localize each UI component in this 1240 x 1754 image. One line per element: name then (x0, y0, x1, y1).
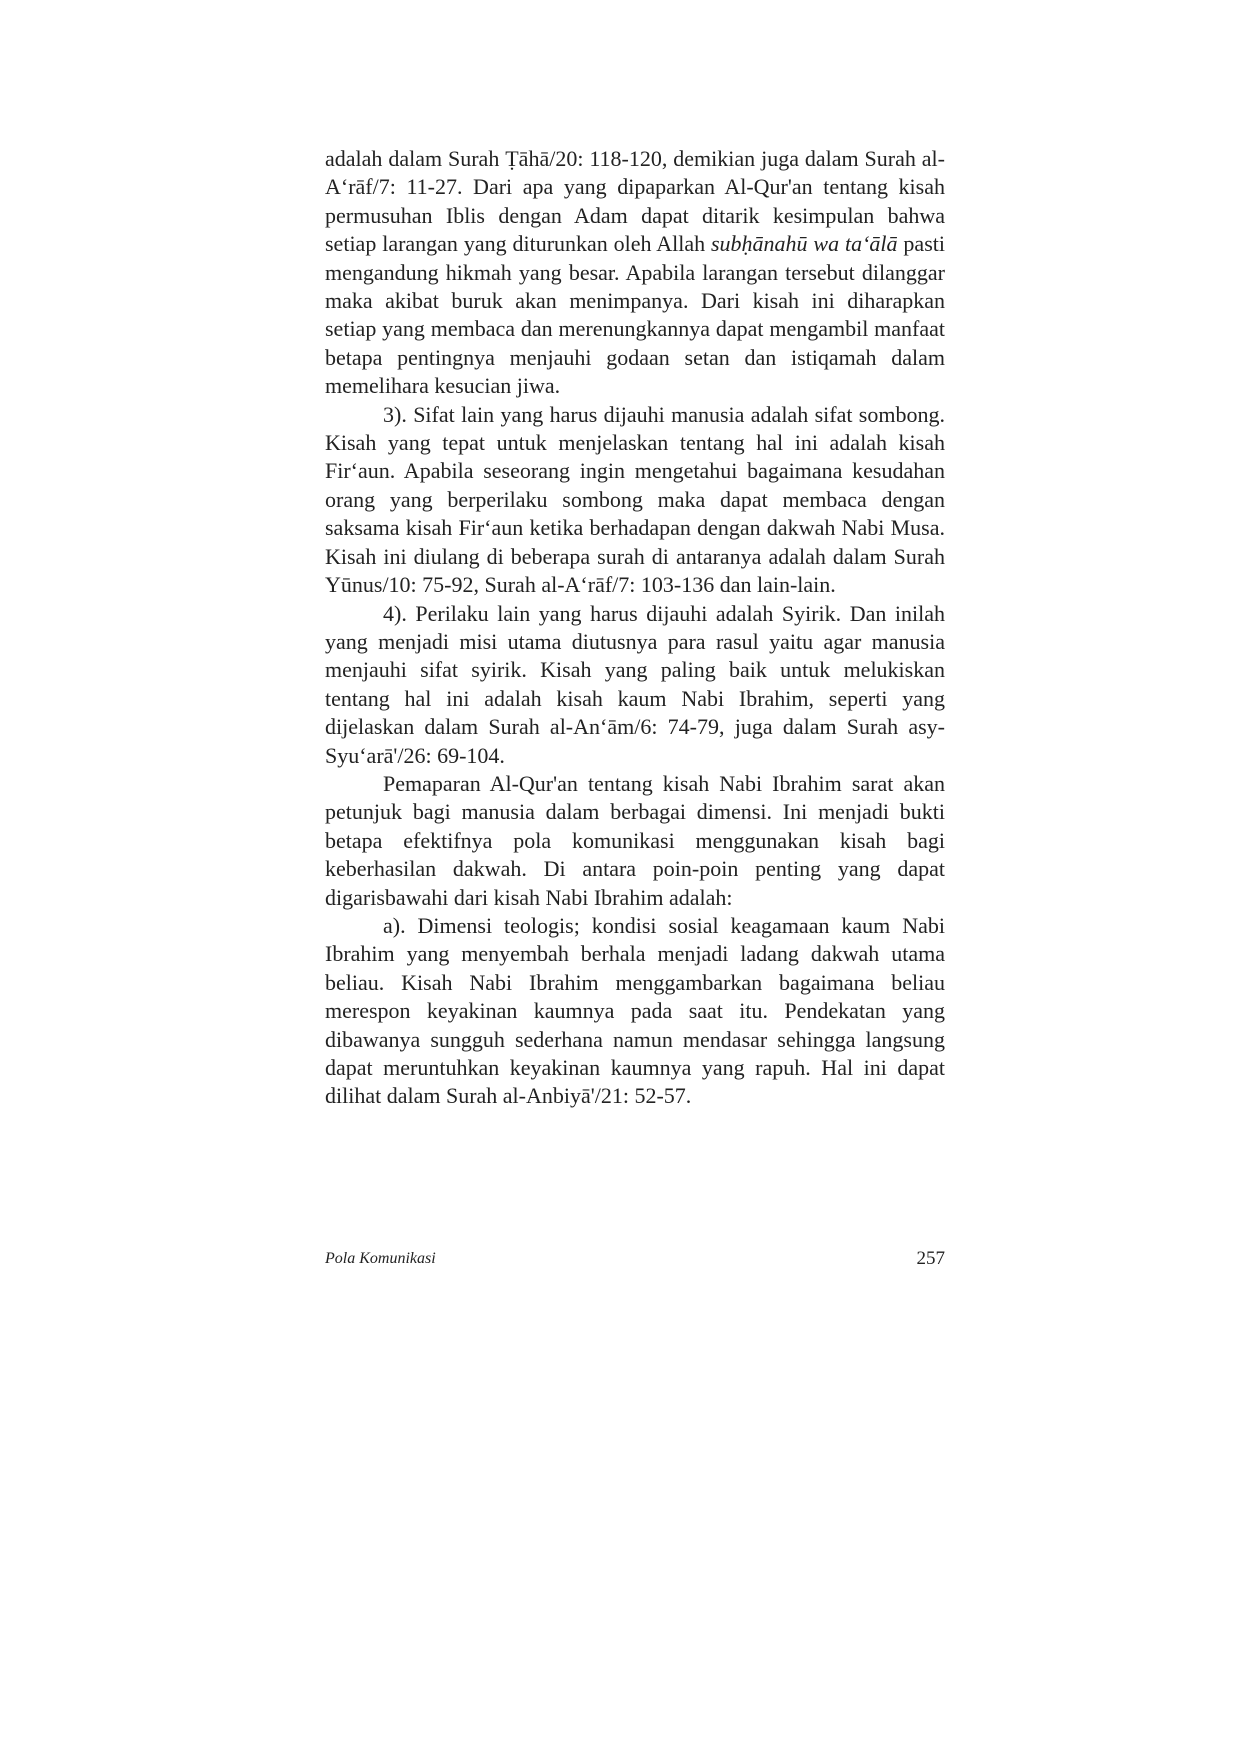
paragraph-text: Pemaparan Al-Qur'an tentang kisah Nabi Ibrahim sarat akan petunjuk bagi manusia dalam berbagai dimensi. Ini menjadi bukti betapa efektifnya pola komunikasi menggunakan kisah bagi keberhasilan dakwah. Di antara poin-poin penting yang dapat digarisbawahi dari kisah Nabi Ibrahim adalah: (325, 770, 945, 910)
paragraph-text: a). Dimensi teologis; kondisi sosial keagamaan kaum Nabi Ibrahim yang menyembah berhala menjadi ladang dakwah utama beliau. Kisah Nabi Ibrahim menggambarkan bagaimana beliau merespon keyakinan kaumnya pada saat itu. Pendekatan yang dibawanya sungguh sederhana namun mendasar sehingga langsung dapat meruntuhkan keyakinan kaumnya yang rapuh. Hal ini dapat dilihat dalam Surah al-Anbiyā'/21: 52-57. (325, 912, 945, 1109)
paragraph-text: pasti mengandung hikmah yang besar. Apabila larangan tersebut dilanggar maka akibat buruk akan menimpanya. Dari kisah ini diharapkan setiap yang membaca dan merenungkannya dapat mengambil manfaat betapa pentingnya menjauhi godaan setan dan istiqamah dalam memelihara kesucian jiwa. (325, 231, 945, 399)
paragraph (325, 401, 945, 600)
paragraph (325, 912, 945, 1111)
page-footer (325, 1247, 945, 1271)
paragraph-text: 3). Sifat lain yang harus dijauhi manusia adalah sifat sombong. Kisah yang tepat untuk menjelaskan tentang hal ini adalah kisah Fir‘aun. Apabila seseorang ingin mengetahui bagaimana kesudahan orang yang berperilaku sombong maka dapat membaca dengan saksama kisah Fir‘aun ketika berhadapan dengan dakwah Nabi Musa. Kisah ini diulang di beberapa surah di antaranya adalah dalam Surah Yūnus/10: 75-92, Surah al-A‘rāf/7: 103-136 dan lain-lain. (325, 401, 945, 598)
running-title: Pola Komunikasi (325, 1250, 436, 1267)
paragraph-text: adalah dalam Surah Ṭāhā/20: 118-120, demikian juga dalam Surah al-A‘rāf/7: 11-27. Dari apa yang dipaparkan Al-Qur'an tentang kisah permusuhan Iblis dengan Adam dapat ditarik kesimpulan bahwa setiap larangan yang diturunkan oleh Allah (325, 146, 945, 257)
paragraph (325, 145, 945, 401)
paragraph-italic-text: subḥānahū wa ta‘ālā (710, 231, 898, 257)
paragraph-text: 4). Perilaku lain yang harus dijauhi adalah Syirik. Dan inilah yang menjadi misi utama diutusnya para rasul yaitu agar manusia menjauhi sifat syirik. Kisah yang paling baik untuk melukiskan tentang hal ini adalah kisah kaum Nabi Ibrahim, seperti yang dijelaskan dalam Surah al-An‘ām/6: 74-79, juga dalam Surah asy-Syu‘arā'/26: 69-104. (325, 600, 945, 768)
paragraph (325, 600, 945, 770)
body-text (325, 145, 945, 1111)
paragraph (325, 770, 945, 912)
page-number: 257 (916, 1248, 945, 1269)
